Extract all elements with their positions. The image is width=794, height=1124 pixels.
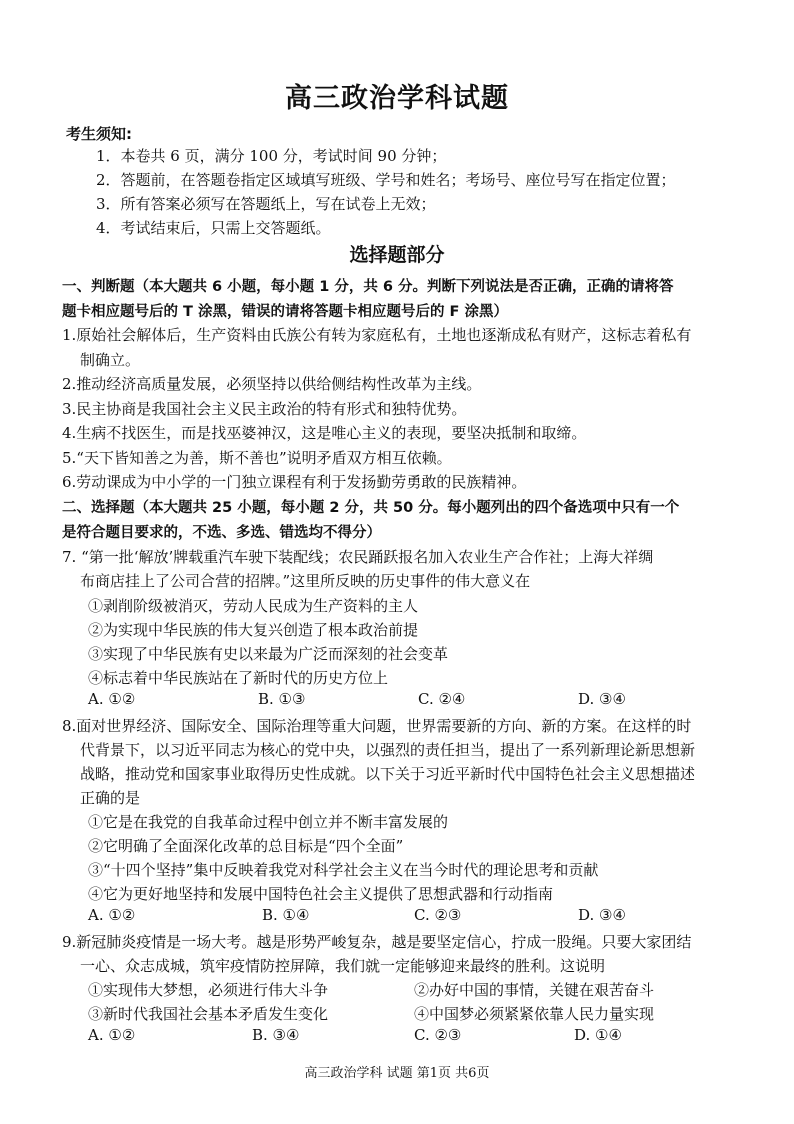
option-d[interactable]: D. ③④ <box>578 906 626 924</box>
question-6: 6.劳动课成为中小学的一门独立课程有利于发扬勤劳勇敢的民族精神。 <box>62 473 527 491</box>
option-a[interactable]: A. ①② <box>88 690 136 708</box>
statement: ③新时代我国社会基本矛盾发生变化 <box>88 1005 329 1023</box>
part1-heading: 一、判断题（本大题共 6 小题，每小题 1 分，共 6 分。判断下列说法是否正确，正确的请将答 <box>62 279 674 295</box>
question-9: 一心、众志成城，筑牢疫情防控屏障，我们就一定能够迎来最终的胜利。这说明 <box>80 957 606 975</box>
exam-title: 高三政治学科试题 <box>285 83 509 114</box>
statement: ③“十四个坚持”集中反映着我党对科学社会主义在当今时代的理论思考和贡献 <box>88 861 599 879</box>
page-footer: 高三政治学科 试题 第1页 共6页 <box>304 1066 490 1081</box>
section-title: 选择题部分 <box>349 244 445 266</box>
question-8: 8.面对世界经济、国际安全、国际治理等重大问题，世界需要新的方向、新的方案。在这样的时 <box>62 717 692 735</box>
part2-heading: 二、选择题（本大题共 25 小题，每小题 2 分，共 50 分。每小题列出的四个备选项中只有一个 <box>62 500 680 516</box>
option-c[interactable]: C. ②④ <box>418 690 466 708</box>
statement: ①剥削阶级被消灭，劳动人民成为生产资料的主人 <box>88 597 419 615</box>
option-a[interactable]: A. ①② <box>88 1026 136 1044</box>
statement: ②办好中国的事情，关键在艰苦奋斗 <box>414 981 655 999</box>
question-4: 4.生病不找医生，而是找巫婆神汉，这是唯心主义的表现，要坚决抵制和取缔。 <box>62 424 587 442</box>
note-item: 1．本卷共 6 页，满分 100 分，考试时间 90 分钟； <box>96 147 447 165</box>
question-7: 7. “第一批‘解放’牌载重汽车驶下装配线；农民踊跃报名加入农业生产合作社；上海大祥绸 <box>62 548 654 566</box>
note-item: 4．考试结束后，只需上交答题纸。 <box>96 219 331 237</box>
question-5: 5.“天下皆知善之为善，斯不善也”说明矛盾双方相互依赖。 <box>62 449 452 467</box>
question-7: 布商店挂上了公司合营的招牌。”这里所反映的历史事件的伟大意义在 <box>80 572 531 590</box>
option-d[interactable]: D. ①④ <box>574 1026 622 1044</box>
statement: ④标志着中华民族站在了新时代的历史方位上 <box>88 669 389 687</box>
question-1: 制确立。 <box>80 351 141 369</box>
question-3: 3.民主协商是我国社会主义民主政治的特有形式和独特优势。 <box>62 400 467 418</box>
statement: ④它为更好地坚持和发展中国特色社会主义提供了思想武器和行动指南 <box>88 885 554 903</box>
part2-heading: 是符合题目要求的，不选、多选、错选均不得分） <box>62 525 381 541</box>
question-8: 战略，推动党和国家事业取得历史性成就。以下关于习近平新时代中国特色社会主义思想描述 <box>80 765 696 783</box>
statement: ②为实现中华民族的伟大复兴创造了根本政治前提 <box>88 621 419 639</box>
option-b[interactable]: B. ①③ <box>258 690 306 708</box>
statement: ②它明确了全面深化改革的总目标是“四个全面” <box>88 837 404 855</box>
statement: ④中国梦必须紧紧依靠人民力量实现 <box>414 1005 655 1023</box>
option-a[interactable]: A. ①② <box>88 906 136 924</box>
option-b[interactable]: B. ①④ <box>262 906 310 924</box>
statement: ③实现了中华民族有史以来最为广泛而深刻的社会变革 <box>88 645 449 663</box>
question-9: 9.新冠肺炎疫情是一场大考。越是形势严峻复杂，越是要坚定信心，拧成一股绳。只要大家团结 <box>62 933 692 951</box>
notes-heading: 考生须知: <box>66 125 132 143</box>
option-c[interactable]: C. ②③ <box>414 906 462 924</box>
option-d[interactable]: D. ③④ <box>578 690 626 708</box>
note-item: 3．所有答案必须写在答题纸上，写在试卷上无效； <box>96 195 436 213</box>
question-8: 正确的是 <box>80 789 141 807</box>
statement: ①它是在我党的自我革命过程中创立并不断丰富发展的 <box>88 813 449 831</box>
statement: ①实现伟大梦想，必须进行伟大斗争 <box>88 981 329 999</box>
question-2: 2.推动经济高质量发展，必须坚持以供给侧结构性改革为主线。 <box>62 375 482 393</box>
question-1: 1.原始社会解体后，生产资料由氏族公有转为家庭私有，土地也逐渐成私有财产，这标志着私有 <box>62 326 692 344</box>
option-c[interactable]: C. ②③ <box>414 1026 462 1044</box>
note-item: 2．答题前，在答题卷指定区域填写班级、学号和姓名；考场号、座位号写在指定位置； <box>96 171 676 189</box>
option-b[interactable]: B. ③④ <box>252 1026 300 1044</box>
part1-heading: 题卡相应题号后的 T 涂黑，错误的请将答题卡相应题号后的 F 涂黑） <box>62 304 508 320</box>
question-8: 代背景下，以习近平同志为核心的党中央，以强烈的责任担当，提出了一系列新理论新思想新 <box>80 741 696 759</box>
